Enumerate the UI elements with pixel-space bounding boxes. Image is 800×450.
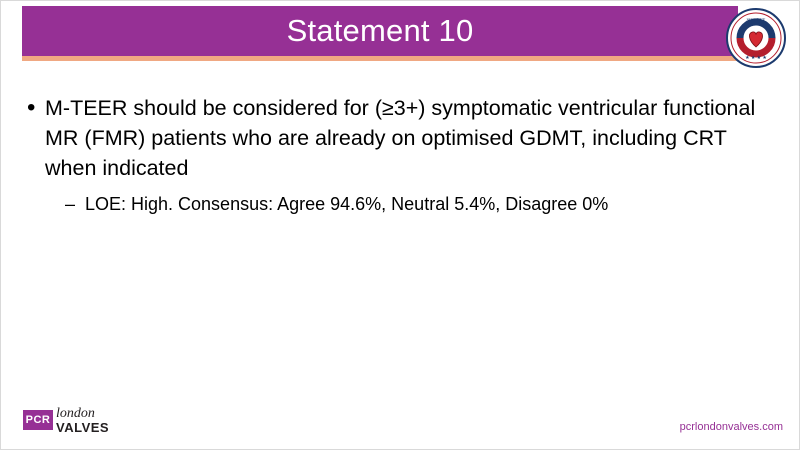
- pcr-london-valves-logo: [23, 403, 133, 437]
- secondary-bullet: [23, 191, 763, 217]
- primary-bullet-text: M-TEER should be considered for (≥3+) symptomatic ventricular functional MR (FMR) patients who are already on optimised GDMT, including CRT when indicated: [45, 96, 756, 180]
- footer-website-url[interactable]: pcrlondonvalves.com: [679, 421, 783, 433]
- slide-body: [23, 93, 763, 217]
- bullet-marker: •: [27, 94, 36, 121]
- pcr-badge: PCR: [23, 410, 53, 430]
- title-underline: [22, 56, 738, 61]
- svg-text:SOCIETY: SOCIETY: [746, 17, 766, 22]
- sub-bullet-marker: –: [65, 194, 76, 214]
- secondary-bullet-text: LOE: High. Consensus: Agree 94.6%, Neutral 5.4%, Disagree 0%: [85, 194, 609, 214]
- society-crest-heart-logo: [725, 7, 787, 69]
- pcr-london-wordmark: london: [56, 406, 95, 421]
- pcr-valves-wordmark: VALVES: [56, 420, 110, 435]
- svg-text:★ ★ ★ ★: ★ ★ ★ ★: [745, 56, 767, 61]
- primary-bullet: [23, 93, 763, 183]
- page-title: Statement 10: [286, 13, 474, 48]
